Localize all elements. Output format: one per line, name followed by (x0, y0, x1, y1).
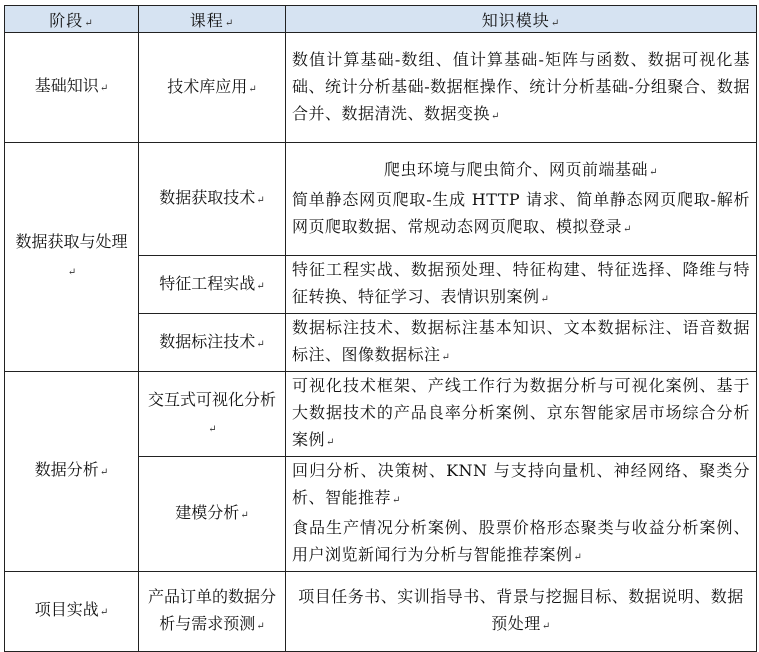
stage-cell: 数据获取与处理↵ (5, 143, 139, 372)
header-row (5, 6, 757, 33)
module-line: 回归分析、决策树、KNN 与支持向量机、神经网络、聚类分析、智能推荐↵ (292, 461, 750, 507)
module-cell (286, 143, 757, 256)
course-cell: 特征工程实战↵ (139, 256, 286, 314)
module-line: 项目任务书、实训指导书、背景与挖掘目标、数据说明、数据预处理↵ (298, 587, 744, 633)
course-cell: 产品订单的数据分析与需求预测↵ (139, 572, 286, 652)
module-cell (286, 314, 757, 372)
module-line: 可视化技术框架、产线工作行为数据分析与可视化案例、基于大数据技术的产品良率分析案例、京东智能家居市场综合分析案例↵ (292, 376, 750, 449)
module-cell (286, 256, 757, 314)
header-course: 课程↵ (139, 6, 286, 33)
curriculum-table (4, 5, 757, 652)
course-cell: 数据获取技术↵ (139, 143, 286, 256)
stage-cell: 项目实战↵ (5, 572, 139, 652)
module-cell (286, 372, 757, 457)
module-line: 特征工程实战、数据预处理、特征构建、特征选择、降维与特征转换、特征学习、表情识别案例↵ (292, 260, 750, 306)
module-line: 爬虫环境与爬虫简介、网页前端基础↵ (384, 159, 658, 179)
course-cell: 技术库应用↵ (139, 33, 286, 143)
table-row (5, 143, 757, 256)
module-line: 食品生产情况分析案例、股票价格形态聚类与收益分析案例、用户浏览新闻行为分析与智能推荐案例↵ (292, 518, 750, 564)
table-row (5, 33, 757, 143)
header-stage: 阶段↵ (5, 6, 139, 33)
table-row (5, 372, 757, 457)
module-line: 简单静态网页爬取-生成 HTTP 请求、简单静态网页爬取-解析网页爬取数据、常规动态网页爬取、模拟登录↵ (292, 189, 750, 236)
course-cell: 建模分析↵ (139, 457, 286, 572)
module-cell (286, 33, 757, 143)
module-line: 数值计算基础-数组、值计算基础-矩阵与函数、数据可视化基础、统计分析基础-数据框操作、统计分析基础-分组聚合、数据合并、数据清洗、数据变换↵ (292, 49, 750, 123)
module-line: 数据标注技术、数据标注基本知识、文本数据标注、语音数据标注、图像数据标注↵ (292, 318, 750, 364)
course-cell: 数据标注技术↵ (139, 314, 286, 372)
module-cell (286, 572, 757, 652)
module-cell (286, 457, 757, 572)
stage-cell: 数据分析↵ (5, 372, 139, 572)
course-cell: 交互式可视化分析↵ (139, 372, 286, 457)
stage-cell: 基础知识↵ (5, 33, 139, 143)
header-module: 知识模块↵ (286, 6, 757, 33)
table-row (5, 572, 757, 652)
